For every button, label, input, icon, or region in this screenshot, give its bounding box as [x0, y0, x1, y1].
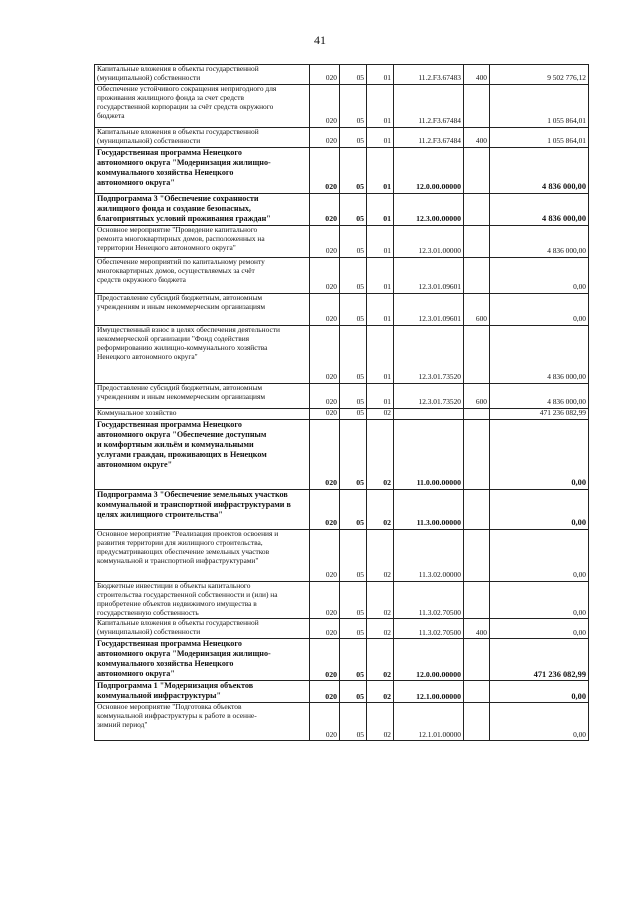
ministry-code: 020: [310, 419, 340, 489]
expense-type-code: 600: [464, 383, 490, 408]
table-row: [95, 489, 589, 529]
section-code: 05: [340, 408, 367, 419]
table-row: [95, 225, 589, 257]
ministry-code: 020: [310, 619, 340, 639]
subsection-code: 01: [367, 193, 394, 225]
ministry-code: 020: [310, 85, 340, 128]
budget-table: [94, 64, 589, 741]
section-code: 05: [340, 257, 367, 293]
subsection-code: 01: [367, 257, 394, 293]
expense-type-code: [464, 225, 490, 257]
section-code: 05: [340, 581, 367, 619]
section-code: 05: [340, 489, 367, 529]
subsection-code: 01: [367, 325, 394, 383]
amount-value: 9 502 776,12: [490, 65, 589, 85]
target-article-code: 12.3.01.00000: [394, 225, 464, 257]
table-row: [95, 325, 589, 383]
section-code: 05: [340, 193, 367, 225]
target-article-code: 12.3.01.73520: [394, 325, 464, 383]
target-article-code: 12.3.01.73520: [394, 383, 464, 408]
section-code: 05: [340, 419, 367, 489]
table-row: [95, 419, 589, 489]
amount-value: 471 236 082,99: [490, 639, 589, 681]
subsection-code: 02: [367, 408, 394, 419]
expense-type-code: [464, 639, 490, 681]
target-article-code: 12.1.01.00000: [394, 703, 464, 741]
target-article-code: 11.3.00.00000: [394, 489, 464, 529]
row-name: Государственная программа Ненецкого автономного округа "Обеспечение доступным и комфортным жильём и коммунальными услугами граждан, проживающих в Ненецком автономном округе": [95, 419, 310, 489]
section-code: 05: [340, 529, 367, 581]
expense-type-code: [464, 193, 490, 225]
ministry-code: 020: [310, 489, 340, 529]
row-name: Капитальные вложения в объекты государственной (муниципальной) собственности: [95, 65, 310, 85]
row-name: Предоставление субсидий бюджетным, автономным учреждениям и иным некоммерческим организациям: [95, 383, 310, 408]
row-name: Бюджетные инвестиции в объекты капитального строительства государственной собственности и (или) на приобретение объектов недвижимого имущества в государственную собственность: [95, 581, 310, 619]
section-code: 05: [340, 639, 367, 681]
subsection-code: 01: [367, 293, 394, 325]
section-code: 05: [340, 681, 367, 703]
table-row: [95, 193, 589, 225]
amount-value: 4 836 000,00: [490, 193, 589, 225]
target-article-code: 11.2.F3.67483: [394, 65, 464, 85]
amount-value: 0,00: [490, 293, 589, 325]
amount-value: 4 836 000,00: [490, 225, 589, 257]
amount-value: 0,00: [490, 703, 589, 741]
row-name: Подпрограмма 3 "Обеспечение земельных участков коммунальной и транспортной инфраструктурами в целях жилищного строительства": [95, 489, 310, 529]
expense-type-code: [464, 257, 490, 293]
row-name: Подпрограмма 1 "Модернизация объектов коммунальной инфраструктуры": [95, 681, 310, 703]
ministry-code: 020: [310, 193, 340, 225]
target-article-code: 12.1.00.00000: [394, 681, 464, 703]
table-row: [95, 85, 589, 128]
amount-value: 0,00: [490, 619, 589, 639]
amount-value: 0,00: [490, 489, 589, 529]
expense-type-code: [464, 529, 490, 581]
row-name: Коммунальное хозяйство: [95, 408, 310, 419]
table-row: [95, 65, 589, 85]
expense-type-code: [464, 681, 490, 703]
row-name: Государственная программа Ненецкого автономного округа "Модернизация жилищно- коммунального хозяйства Ненецкого автономного округа": [95, 147, 310, 193]
expense-type-code: [464, 85, 490, 128]
target-article-code: 11.0.00.00000: [394, 419, 464, 489]
ministry-code: 020: [310, 639, 340, 681]
amount-value: 0,00: [490, 681, 589, 703]
amount-value: 0,00: [490, 581, 589, 619]
row-name: Капитальные вложения в объекты государственной (муниципальной) собственности: [95, 128, 310, 148]
expense-type-code: 400: [464, 65, 490, 85]
ministry-code: 020: [310, 408, 340, 419]
amount-value: 4 836 000,00: [490, 325, 589, 383]
row-name: Основное мероприятие "Проведение капитального ремонта многоквартирных домов, расположенных на территории Ненецкого автономного округа": [95, 225, 310, 257]
ministry-code: 020: [310, 293, 340, 325]
table-row: [95, 703, 589, 741]
target-article-code: 12.3.01.09601: [394, 257, 464, 293]
subsection-code: 02: [367, 619, 394, 639]
ministry-code: 020: [310, 581, 340, 619]
target-article-code: 11.2.F3.67484: [394, 128, 464, 148]
expense-type-code: [464, 147, 490, 193]
subsection-code: 01: [367, 85, 394, 128]
table-row: [95, 257, 589, 293]
target-article-code: 11.3.02.00000: [394, 529, 464, 581]
expense-type-code: [464, 489, 490, 529]
section-code: 05: [340, 128, 367, 148]
row-name: Капитальные вложения в объекты государственной (муниципальной) собственности: [95, 619, 310, 639]
section-code: 05: [340, 619, 367, 639]
row-name: Обеспечение мероприятий по капитальному ремонту многоквартирных домов, осуществляемых за счёт средств окружного бюджета: [95, 257, 310, 293]
subsection-code: 01: [367, 147, 394, 193]
subsection-code: 02: [367, 681, 394, 703]
subsection-code: 01: [367, 383, 394, 408]
subsection-code: 02: [367, 703, 394, 741]
amount-value: 0,00: [490, 257, 589, 293]
target-article-code: 11.3.02.70500: [394, 581, 464, 619]
ministry-code: 020: [310, 529, 340, 581]
subsection-code: 01: [367, 225, 394, 257]
expense-type-code: [464, 703, 490, 741]
expense-type-code: [464, 581, 490, 619]
table-row: [95, 581, 589, 619]
section-code: 05: [340, 225, 367, 257]
amount-value: 4 836 000,00: [490, 383, 589, 408]
expense-type-code: 400: [464, 619, 490, 639]
section-code: 05: [340, 325, 367, 383]
table-row: [95, 619, 589, 639]
ministry-code: 020: [310, 703, 340, 741]
expense-type-code: [464, 419, 490, 489]
expense-type-code: [464, 408, 490, 419]
subsection-code: 02: [367, 581, 394, 619]
subsection-code: 02: [367, 529, 394, 581]
section-code: 05: [340, 703, 367, 741]
ministry-code: 020: [310, 257, 340, 293]
amount-value: 0,00: [490, 419, 589, 489]
subsection-code: 02: [367, 419, 394, 489]
section-code: 05: [340, 293, 367, 325]
section-code: 05: [340, 85, 367, 128]
amount-value: 471 236 082,99: [490, 408, 589, 419]
ministry-code: 020: [310, 383, 340, 408]
subsection-code: 02: [367, 489, 394, 529]
section-code: 05: [340, 65, 367, 85]
row-name: Основное мероприятие "Подготовка объектов коммунальной инфраструктуры к работе в осенне- зимний период": [95, 703, 310, 741]
amount-value: 0,00: [490, 529, 589, 581]
ministry-code: 020: [310, 325, 340, 383]
ministry-code: 020: [310, 65, 340, 85]
row-name: Основное мероприятие "Реализация проектов освоения и развития территории для жилищного строительства, предусматривающих обеспечение земельных участков коммунальной и транспортной инфраструктурами": [95, 529, 310, 581]
amount-value: 1 055 864,01: [490, 128, 589, 148]
section-code: 05: [340, 147, 367, 193]
ministry-code: 020: [310, 681, 340, 703]
amount-value: 1 055 864,01: [490, 85, 589, 128]
row-name: Имущественный взнос в целях обеспечения деятельности некоммерческой организации "Фонд содействия реформированию жилищно-коммунального хозяйства Ненецкого автономного округа": [95, 325, 310, 383]
page-number: 41: [314, 33, 326, 47]
table-row: [95, 408, 589, 419]
table-row: [95, 681, 589, 703]
target-article-code: 12.0.00.00000: [394, 639, 464, 681]
row-name: Предоставление субсидий бюджетным, автономным учреждениям и иным некоммерческим организациям: [95, 293, 310, 325]
subsection-code: 01: [367, 128, 394, 148]
row-name: Государственная программа Ненецкого автономного округа "Модернизация жилищно- коммунального хозяйства Ненецкого автономного округа": [95, 639, 310, 681]
table-row: [95, 147, 589, 193]
row-name: Подпрограмма 3 "Обеспечение сохранности жилищного фонда и создание безопасных, благоприятных условий проживания граждан": [95, 193, 310, 225]
expense-type-code: 400: [464, 128, 490, 148]
table-row: [95, 639, 589, 681]
expense-type-code: 600: [464, 293, 490, 325]
target-article-code: 12.3.00.00000: [394, 193, 464, 225]
target-article-code: 12.0.00.00000: [394, 147, 464, 193]
target-article-code: 11.2.F3.67484: [394, 85, 464, 128]
subsection-code: 02: [367, 639, 394, 681]
table-row: [95, 293, 589, 325]
target-article-code: [394, 408, 464, 419]
target-article-code: 12.3.01.09601: [394, 293, 464, 325]
table-row: [95, 529, 589, 581]
subsection-code: 01: [367, 65, 394, 85]
target-article-code: 11.3.02.70500: [394, 619, 464, 639]
expense-type-code: [464, 325, 490, 383]
row-name: Обеспечение устойчивого сокращения непригодного для проживания жилищного фонда за счет средств государственной корпорации за счёт средств окружного бюджета: [95, 85, 310, 128]
ministry-code: 020: [310, 225, 340, 257]
section-code: 05: [340, 383, 367, 408]
table-row: [95, 128, 589, 148]
ministry-code: 020: [310, 147, 340, 193]
ministry-code: 020: [310, 128, 340, 148]
table-row: [95, 383, 589, 408]
amount-value: 4 836 000,00: [490, 147, 589, 193]
